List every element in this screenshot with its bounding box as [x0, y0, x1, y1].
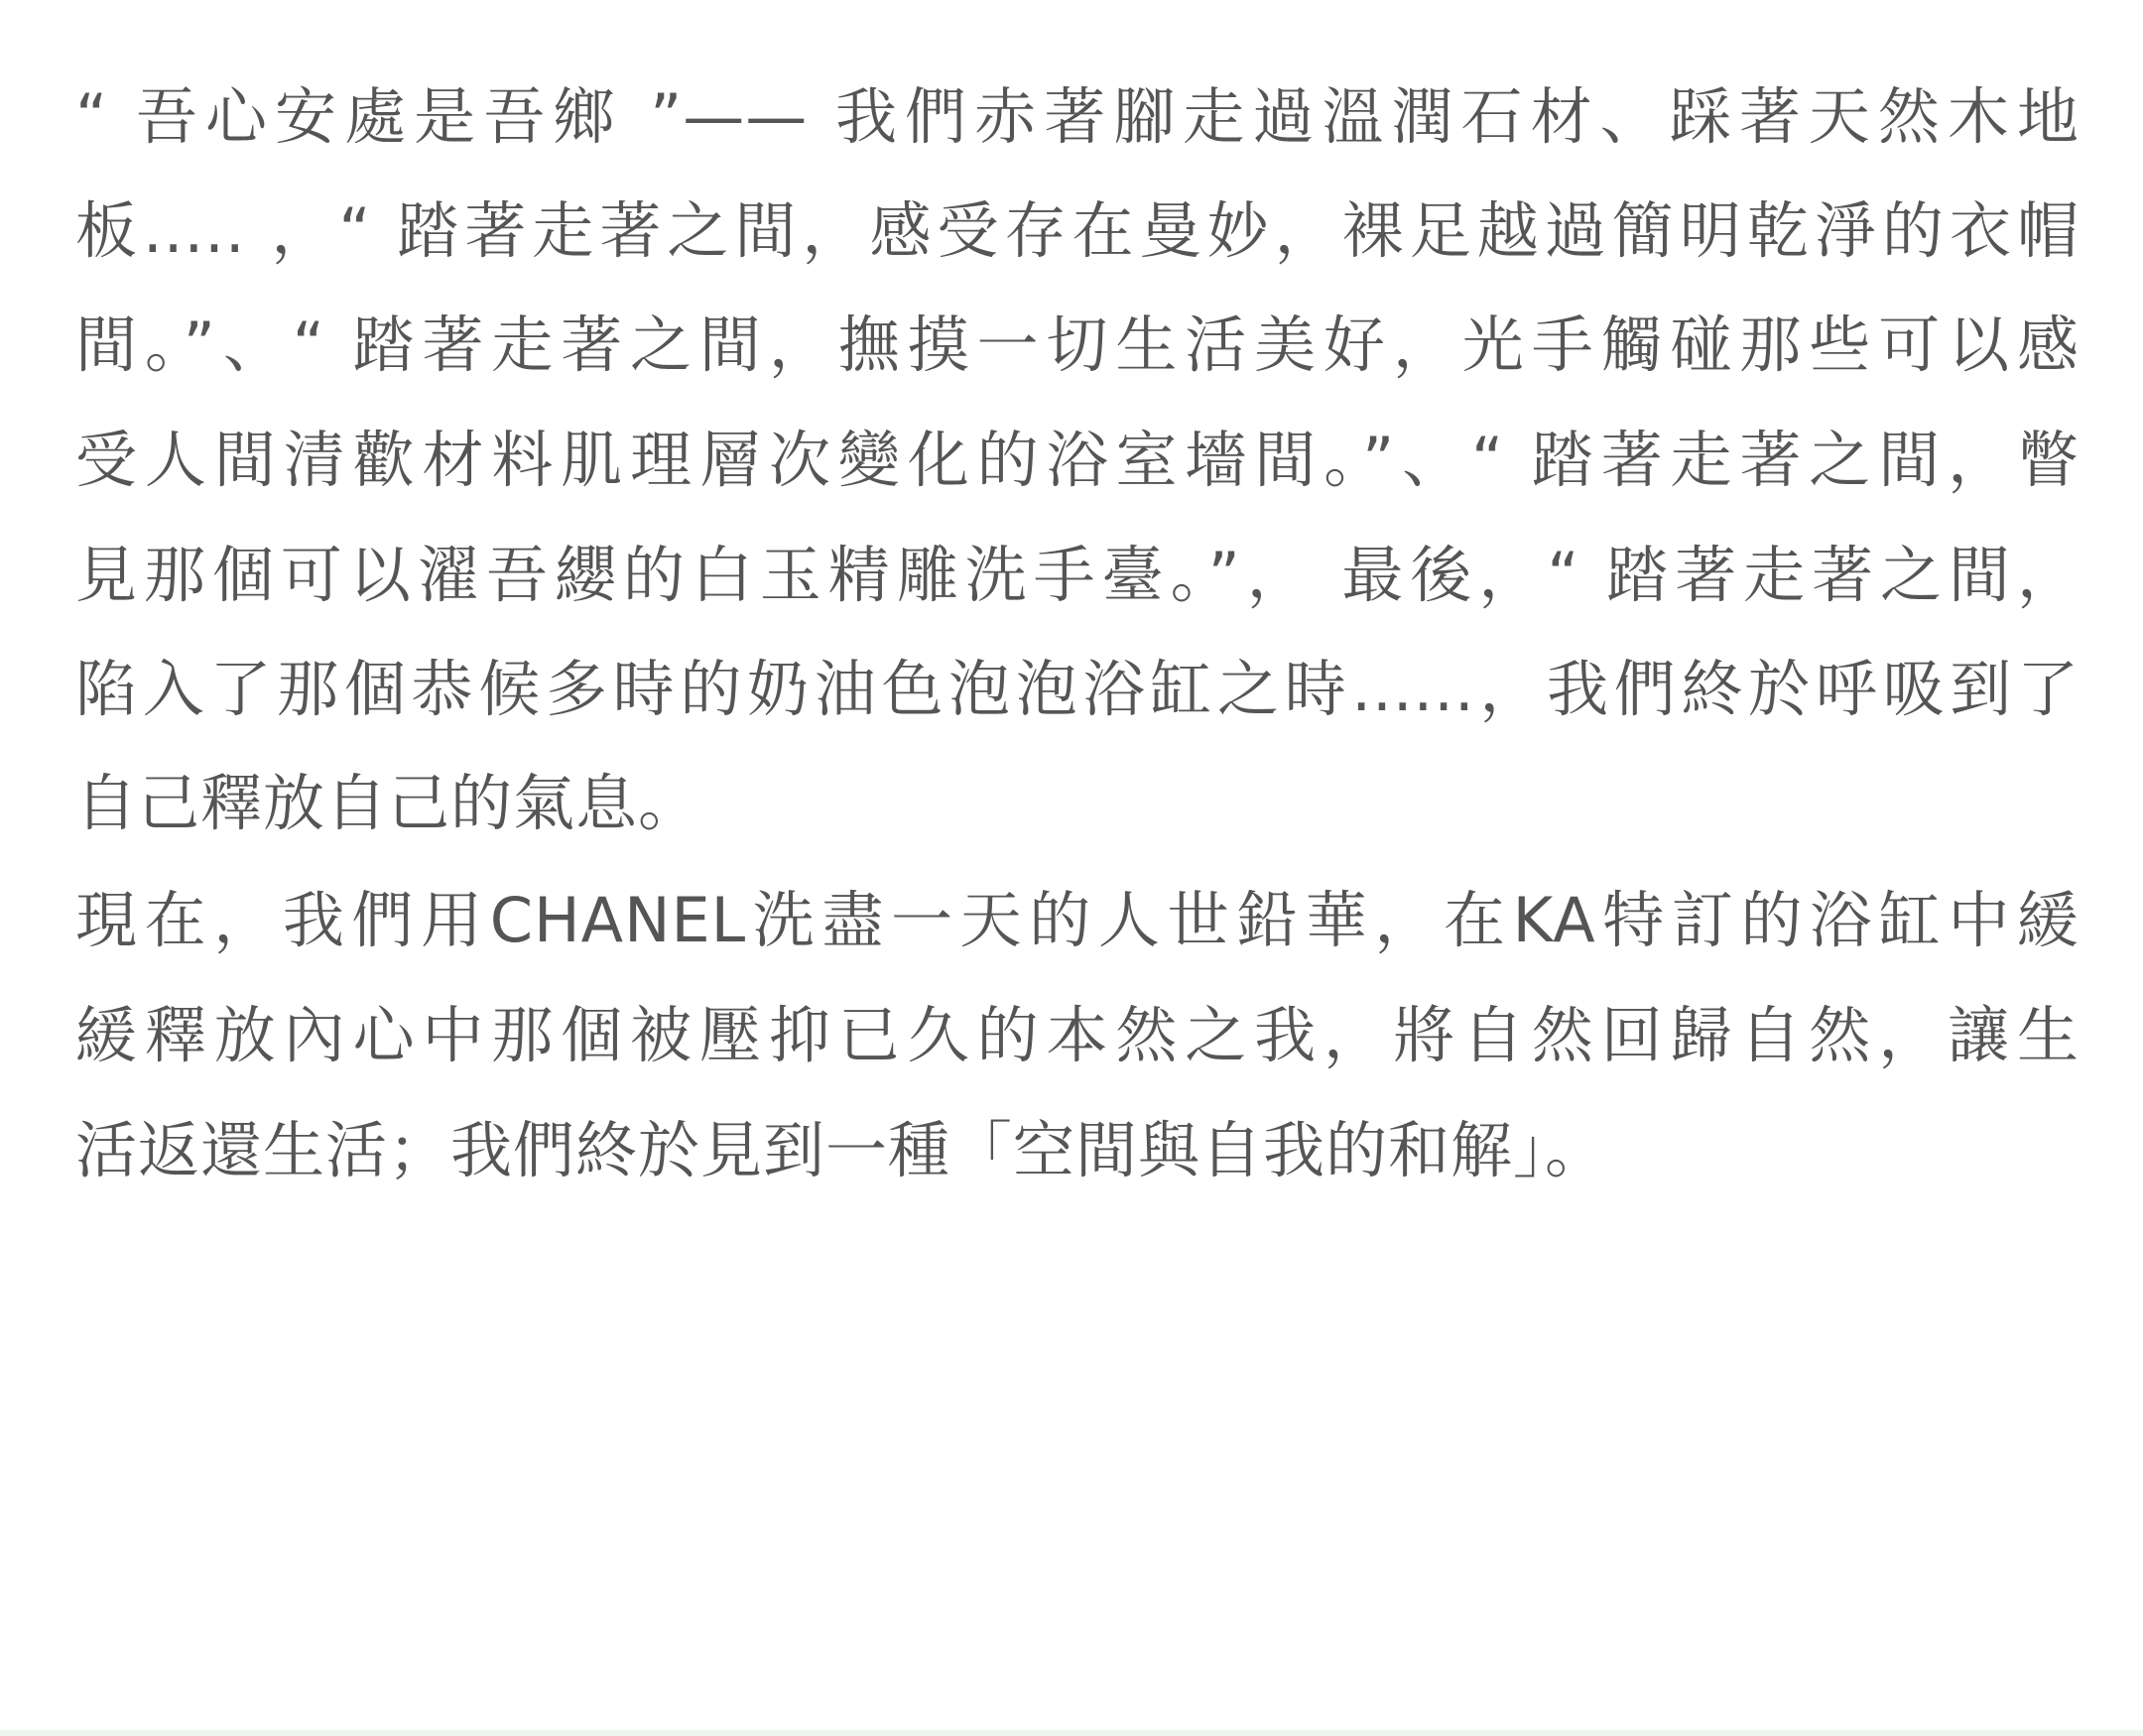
- paragraph-line: 見那個可以濯吾纓的白玉精雕洗手臺。”， 最後，“ 踏著走著之間，: [75, 539, 2080, 611]
- paragraph-line: 受人間清歡材料肌理層次變化的浴室墻間。”、“ 踏著走著之間，瞥: [75, 424, 2080, 496]
- paragraph-line: 緩釋放內心中那個被壓抑已久的本然之我，將自然回歸自然，讓生: [75, 999, 2080, 1071]
- paragraph-line: 板..... ，“ 踏著走著之間，感受存在曼妙，裸足越過簡明乾淨的衣帽: [75, 194, 2080, 267]
- paragraph-line: 間。”、“ 踏著走著之間，撫摸一切生活美好，光手觸碰那些可以感: [75, 309, 2080, 381]
- paragraph-line: 自己釋放自己的氣息。: [75, 767, 701, 839]
- paragraph-line: 活返還生活；我們終於見到一種「空間與自我的和解」。: [75, 1114, 1608, 1186]
- paragraph-line: 現在，我們用CHANEL洗盡一天的人世鉛華，在KA特訂的浴缸中緩: [75, 884, 2080, 956]
- paragraph-line: 陷入了那個恭候多時的奶油色泡泡浴缸之時......，我們終於呼吸到了: [75, 653, 2080, 725]
- paragraph-line: “ 吾心安處是吾鄉 ”—— 我們赤著腳走過溫潤石材、踩著天然木地: [75, 80, 2080, 153]
- bottom-divider: [0, 1730, 2143, 1736]
